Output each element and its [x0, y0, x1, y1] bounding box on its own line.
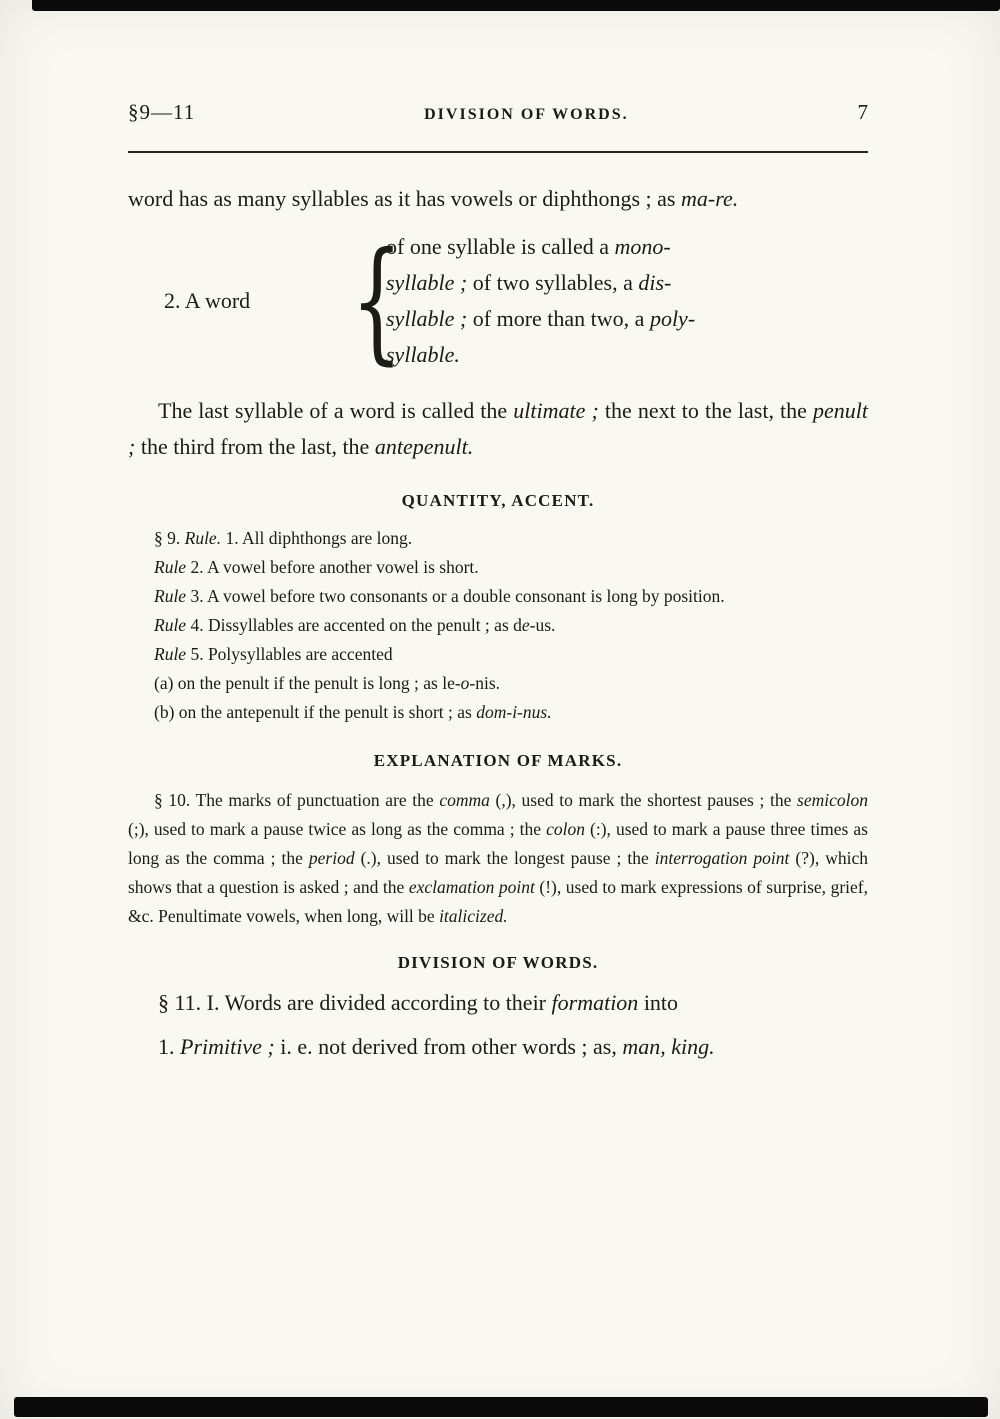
quantity-accent-heading: QUANTITY, ACCENT. [401, 491, 595, 510]
rule-item: § 9. Rule. 1. All diphthongs are long. [154, 528, 413, 548]
explanation-marks-heading: EXPLANATION OF MARKS. [373, 751, 623, 770]
rule-item: (a) on the penult if the penult is long ; as le-o-nis. [154, 673, 501, 693]
brace-figure [128, 224, 868, 378]
punctuation-paragraph: § 10. The marks of punctuation are the comma (,), used to mark the shortest pauses ; the semicolon (;), used to mark a pause twice as long as the comma ; the colon (:), used to mark a pause three times as long as the comma ; the period (.), used to mark the longest pause ; the interrogation point (?), which shows that a question is asked ; and the exclamation point (!), used to mark expressions of surprise, grief, &c. Penultimate vowels, when long, will be italicized. [128, 790, 868, 926]
rule-item: Rule 2. A vowel before another vowel is short. [154, 557, 479, 577]
rule-item: Rule 3. A vowel before two consonants or a double consonant is long by position. [154, 586, 725, 606]
brace-line: of one syllable is called a mono- [386, 234, 671, 259]
curly-brace-icon: { [350, 224, 403, 378]
brace-line: syllable. [386, 342, 460, 367]
division-words-heading: DIVISION OF WORDS. [397, 953, 599, 972]
rule-item: (b) on the antepenult if the penult is short ; as dom-i-nus. [154, 702, 552, 722]
page-content [128, 0, 868, 1065]
rule-item: Rule 4. Dissyllables are accented on the penult ; as de-us. [154, 615, 556, 635]
brace-lines [380, 229, 695, 373]
running-header [128, 100, 868, 125]
primitive-paragraph: 1. Primitive ; i. e. not derived from other words ; as, man, king. [158, 1034, 715, 1059]
ultimate-paragraph: The last syllable of a word is called the ultimate ; the next to the last, the penult ; the third from the last, the antepenult. [128, 398, 868, 459]
header-rule [128, 151, 868, 153]
brace-label: 2. A word [164, 288, 251, 313]
brace-line: syllable ; of two syllables, a dis- [386, 270, 672, 295]
scan-edge-bottom [14, 1397, 988, 1417]
formation-paragraph: § 11. I. Words are divided according to their formation into [158, 990, 679, 1015]
brace-line: syllable ; of more than two, a poly- [386, 306, 696, 331]
running-title: DIVISION OF WORDS. [424, 106, 629, 123]
intro-paragraph: word has as many syllables as it has vowels or diphthongs ; as ma-re. [128, 186, 739, 211]
rules-list [128, 524, 868, 727]
section-range: §9—11 [128, 100, 196, 124]
page-number: 7 [857, 100, 868, 124]
rule-item: Rule 5. Polysyllables are accented [154, 644, 393, 664]
